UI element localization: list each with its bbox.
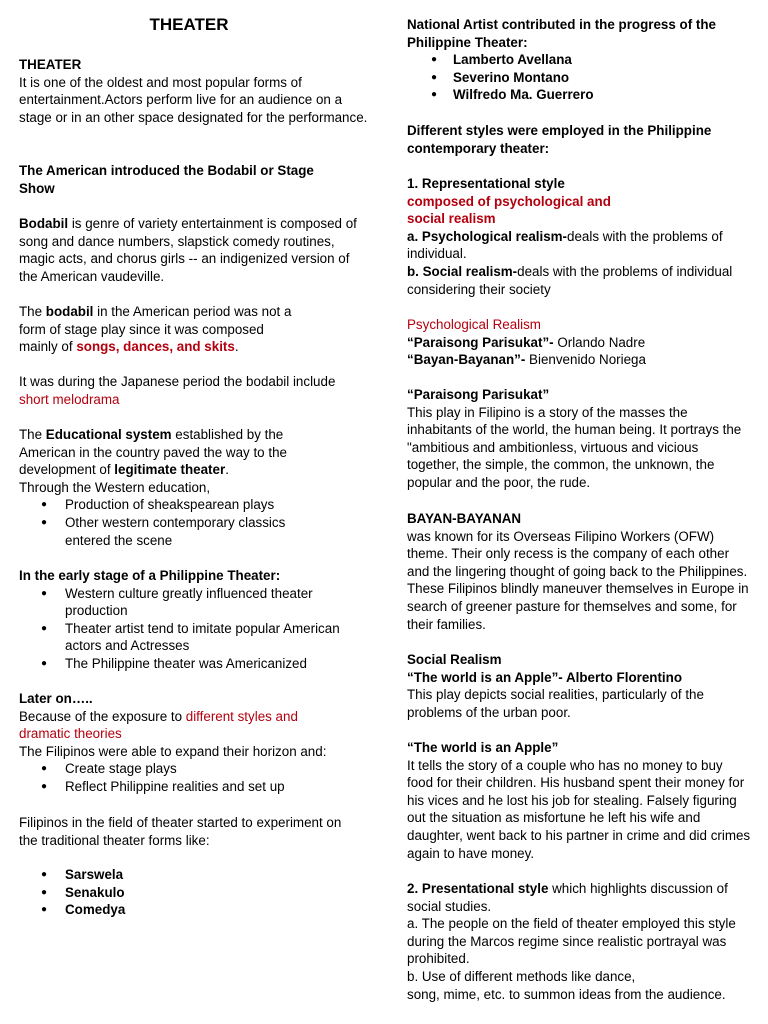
page-title: THEATER <box>149 15 229 34</box>
list-item: ● Production of sheakspearean plays <box>19 496 319 514</box>
bayan-description: was known for its Overseas Filipino Workers (OFW) theme. Their only recess is the company of each other and the lingering thought of going back to the Philippines. These Filipinos blindly maneuver themselves in Europe in search of greener pasture for themselves and some, for their families. <box>407 528 749 632</box>
text-run: form of stage play since it was composed <box>19 321 264 337</box>
styles-heading: Different styles were employed in the Philippine contemporary theater: <box>407 123 712 156</box>
play-credit <box>407 334 752 352</box>
theater-heading: THEATER <box>19 57 82 72</box>
presentational-label: 2. Presentational style <box>407 881 549 896</box>
text-run: The <box>19 304 46 319</box>
presentational-b: b. Use of different methods like dance, <box>407 968 636 984</box>
presentational-b-cont: song, mime, etc. to summon ideas from the audience. <box>407 986 726 1002</box>
education-paragraph <box>19 426 319 479</box>
text-run: The <box>19 427 46 442</box>
highlight-text: different styles and dramatic theories <box>19 708 298 742</box>
list-item: ● Lamberto Avellana <box>407 51 752 69</box>
experiment-text: Filipinos in the field of theater started to experiment on the traditional theater forms like: <box>19 815 342 848</box>
presentational-style <box>407 880 752 915</box>
list-item: ● Western culture greatly influenced theater production <box>19 585 339 620</box>
bodabil-paragraph <box>19 215 371 285</box>
western-education-text: Through the Western education, <box>19 479 211 495</box>
theater-description: It is one of the oldest and most popular forms of entertainment.Actors perform live for an audience on a stage or in an other space designated for the performance. <box>19 74 368 125</box>
social-realism-heading: Social Realism <box>407 652 502 667</box>
text-run: . <box>234 339 239 355</box>
social-realism-def <box>407 263 752 298</box>
text-run: . <box>225 462 229 478</box>
list-item: ● Create stage plays <box>19 760 349 778</box>
play-author: Orlando Nadre <box>553 334 646 350</box>
list-item: ● Theater artist tend to imitate popular American actors and Actresses <box>19 620 365 655</box>
bayan-heading: BAYAN-BAYANAN <box>407 511 522 526</box>
american-period-paragraph <box>19 303 371 356</box>
theater-forms-list <box>19 866 371 919</box>
list-item: ● Severino Montano <box>407 69 752 87</box>
presentational-a: a. The people on the field of theater employed this style during the Marcos regime since realistic portrayal was prohibited. <box>407 916 736 967</box>
expand-list <box>19 760 349 795</box>
play-author: Bienvenido Noriega <box>525 352 646 368</box>
text-run: which highlights discussion of social studies. <box>407 881 728 914</box>
early-stage-list <box>19 585 339 673</box>
bodabil-term: Bodabil <box>19 216 69 231</box>
paraiso-heading: “Paraisong Parisukat” <box>407 387 550 402</box>
american-heading: The American introduced the Bodabil or Stage Show <box>19 163 314 196</box>
representational-style <box>407 175 752 228</box>
apple-intro: This play depicts social realities, particularly of the problems of the urban poor. <box>407 687 704 720</box>
list-item: ● Other western contemporary classics entered the scene <box>19 514 305 549</box>
list-item: ● The Philippine theater was Americanized <box>19 655 339 673</box>
bodabil-term-2: bodabil <box>45 304 94 319</box>
highlight-text: songs, dances, and skits <box>76 339 235 355</box>
bodabil-description: is genre of variety entertainment is composed of song and dance numbers, slapstick comedy routines, magic acts, and chorus girls -- an indigenized version of the American vaudeville. <box>19 216 357 284</box>
text-run: deals with the problems of individual considering their society <box>407 263 733 297</box>
educational-system-term: Educational system <box>45 427 172 442</box>
apple-description: It tells the story of a couple who has no money to buy food for their children. His husband spent their money for his vices and he lost his job for stealing. Falsely figuring out the situation as misfortune he left his wife and daughter, went back to his partner in crime and did crimes again to have money. <box>407 757 751 861</box>
term-label: a. Psychological realism- <box>407 228 568 244</box>
list-item: ● Sarswela <box>19 866 371 884</box>
play-title: “Paraisong Parisukat”- <box>407 334 554 350</box>
play-credit <box>407 351 752 369</box>
exposure-paragraph <box>19 708 349 743</box>
apple-heading: “The world is an Apple” <box>407 740 559 755</box>
expand-text: The Filipinos were able to expand their horizon and: <box>19 743 327 759</box>
text-run: established by the American in the country paved the way to the development of <box>19 427 287 478</box>
text-run: Because of the exposure to <box>19 708 186 724</box>
highlight-text: social realism <box>407 211 496 227</box>
apple-credit: “The world is an Apple”- Alberto Florentino <box>407 669 683 685</box>
highlight-text: composed of psychological and <box>407 193 611 209</box>
japanese-period-text: It was during the Japanese period the bodabil include <box>19 374 336 389</box>
western-list <box>19 496 319 549</box>
list-item: ● Reflect Philippine realities and set up <box>19 778 349 796</box>
legitimate-theater-term: legitimate theater <box>114 462 226 478</box>
play-title: “Bayan-Bayanan”- <box>407 352 526 368</box>
term-label: b. Social realism- <box>407 263 518 279</box>
psychological-realism-def <box>407 228 752 263</box>
list-item: ● Senakulo <box>19 884 371 902</box>
psychological-realism-heading: Psychological Realism <box>407 317 541 332</box>
later-on-heading: Later on….. <box>19 691 93 706</box>
early-stage-heading: In the early stage of a Philippine Theater: <box>19 568 281 583</box>
text-run: deals with the problems of individual. <box>407 228 723 262</box>
paraiso-description: This play in Filipino is a story of the masses the inhabitants of the world, the human being. It portrays the "ambitious and ambitionless, virtuous and vicious together, the simple, the common, the unknown, the popular and the poor, the rude. <box>407 404 742 490</box>
text-run: mainly of <box>19 339 77 355</box>
representational-label: 1. Representational style <box>407 176 565 191</box>
national-artist-heading: National Artist contributed in the progress of the Philippine Theater: <box>407 17 716 50</box>
list-item: ● Comedya <box>19 901 371 919</box>
list-item: ● Wilfredo Ma. Guerrero <box>407 86 752 104</box>
text-run: in the American period was not a <box>93 304 292 319</box>
national-artist-list <box>407 51 752 104</box>
short-melodrama-text: short melodrama <box>19 391 120 407</box>
